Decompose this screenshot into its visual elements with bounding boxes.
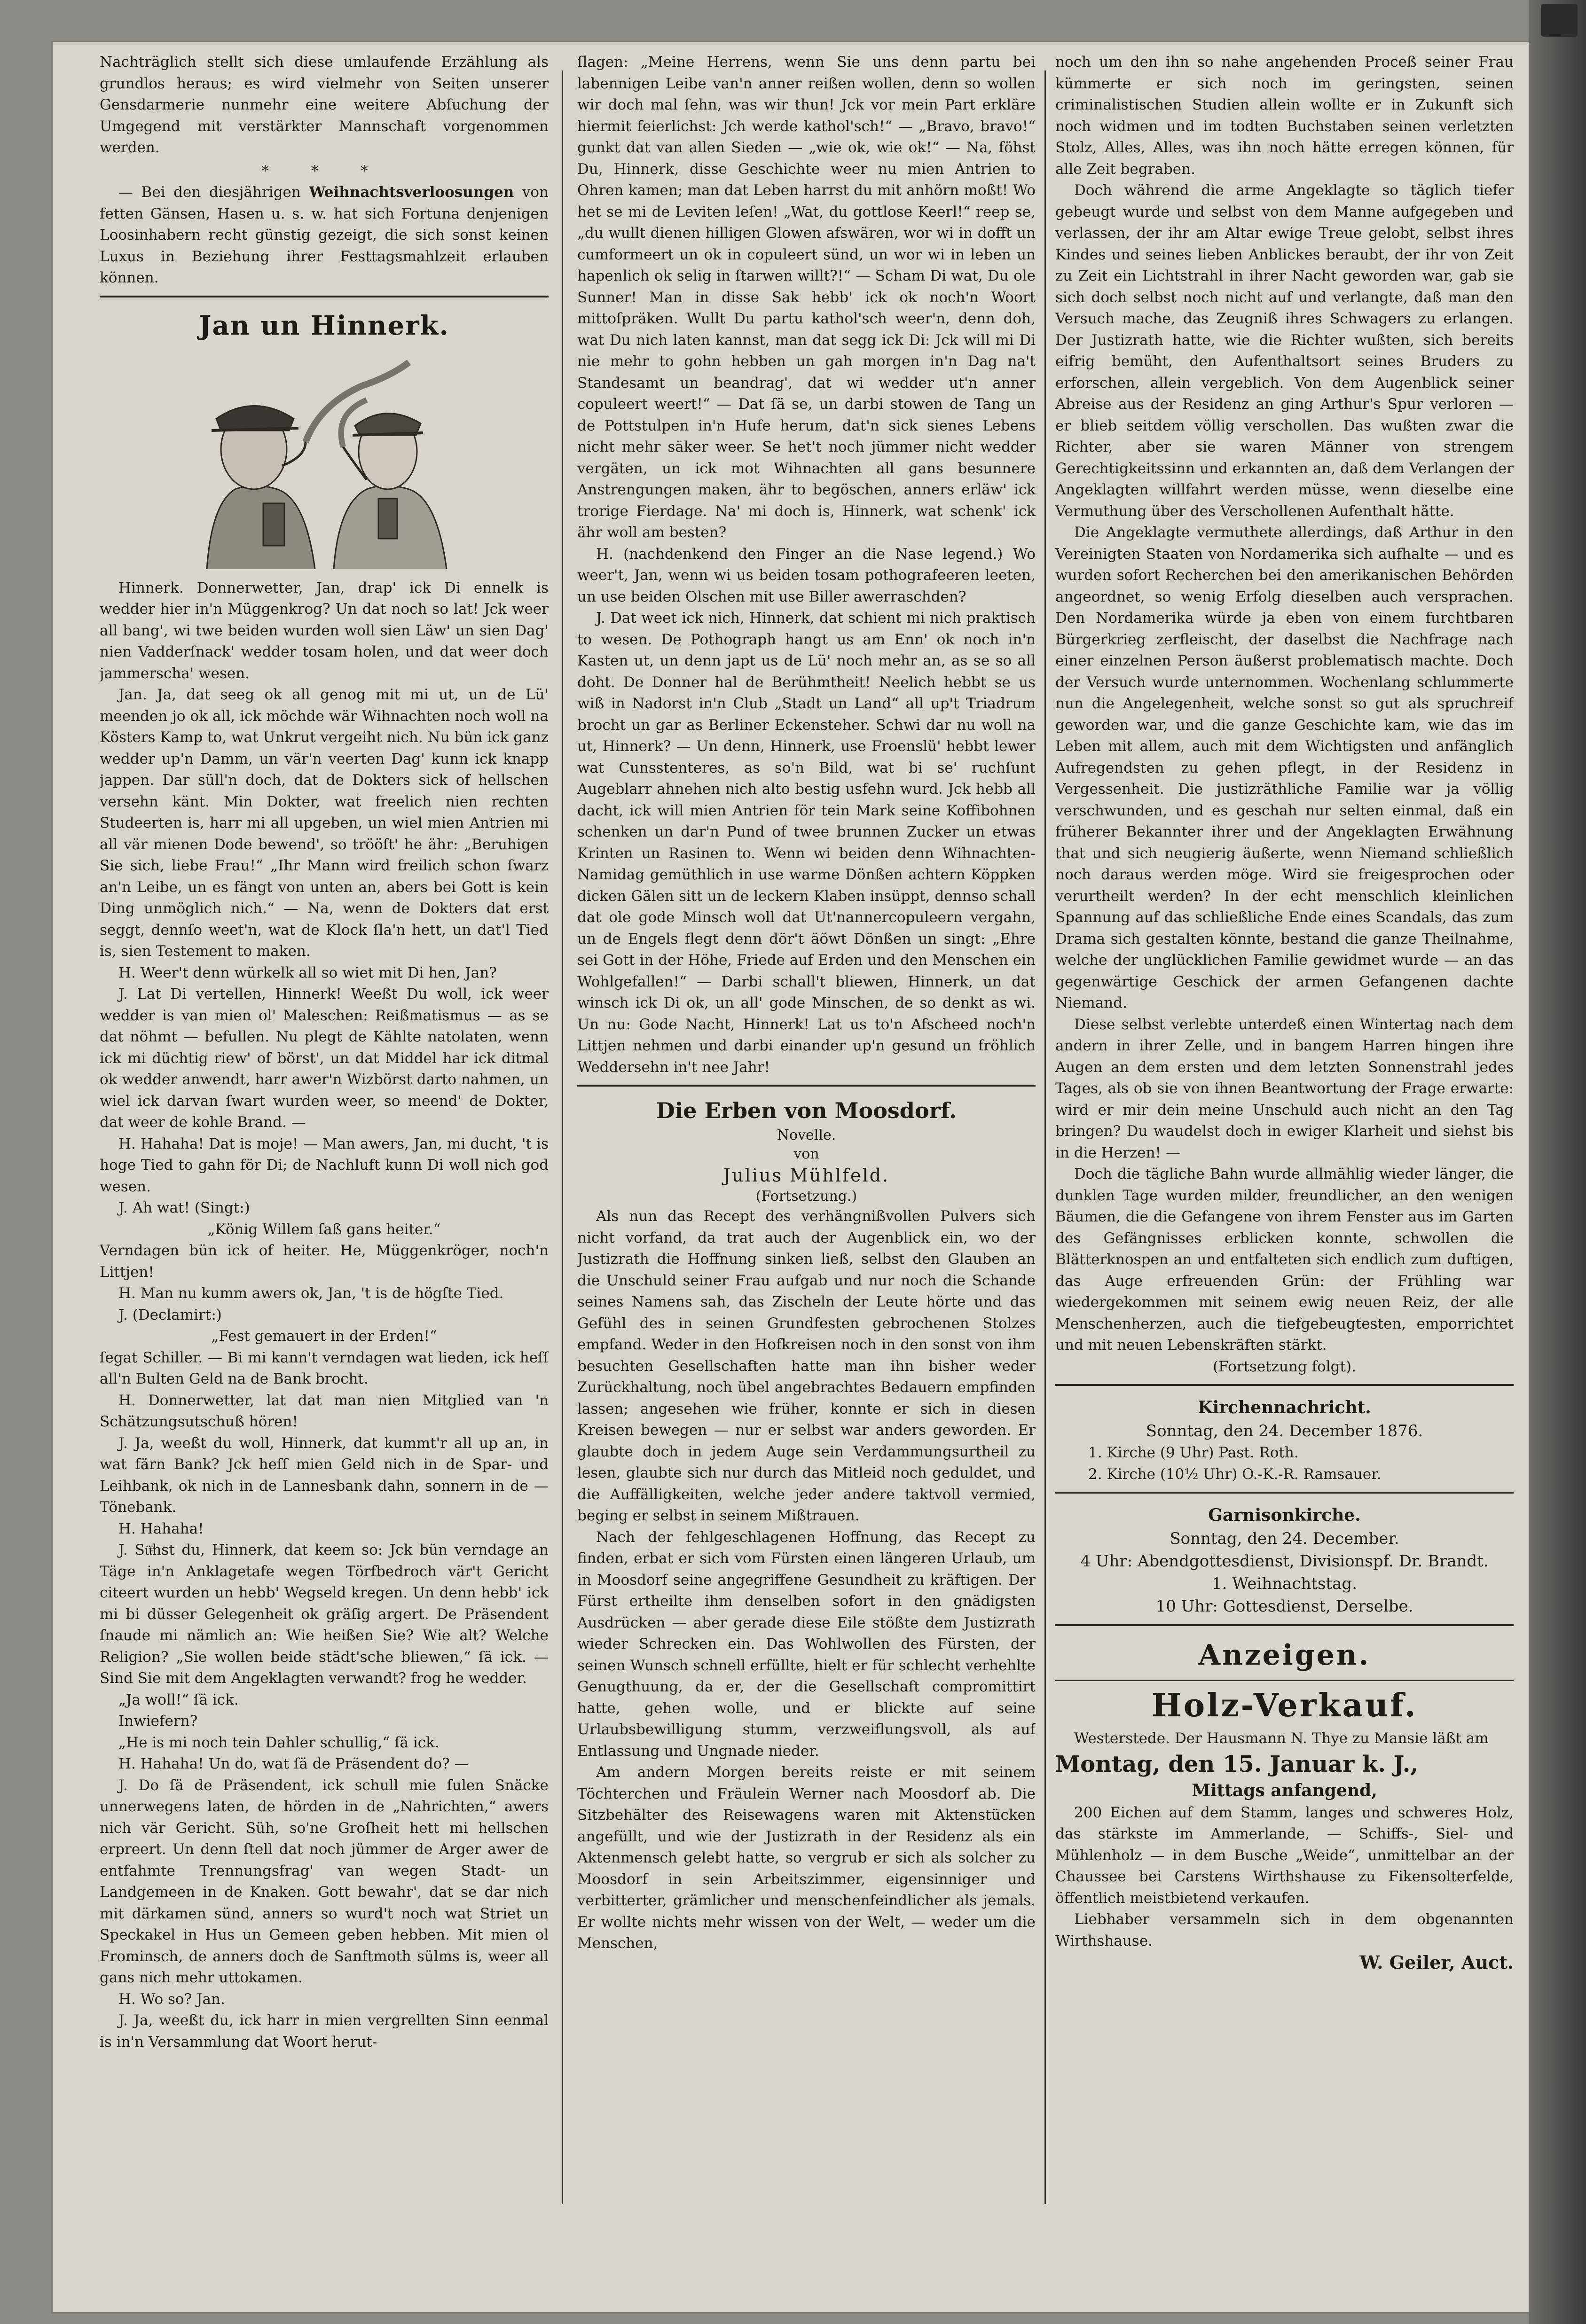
lead-text: — Bei den diesjährigen [118,184,301,201]
ad-date: Montag, den 15. Januar k. J., [1055,1751,1419,1777]
novel-paragraph: Diese selbst verlebte unterdeß einen Wintertag nach dem andern in ihrer Zelle, und in bangem Harren hingen ihre Augen an dem ersten und dem letzten Sonnenstrahl jedes Tages, als ob sie von ihnen Beantwortung der Frage erwarte: wird er mir dein meine Unschuld auch nicht an den Tag bringen? Du waudelst doch in ewiger Klarheit und siehst bis in die Herzen! — [1055,1016,1514,1161]
novel-continuation: (Fortsetzung.) [755,1188,857,1205]
divider [1055,1492,1514,1494]
church-service: 1. Kirche (9 Uhr) Past. Roth. [1088,1444,1299,1461]
novel-paragraph: Doch die tägliche Bahn wurde allmählig wieder länger, die dunklen Tage wurden milder, freundlicher, an den wenigen Bäumen, die die Gefangene von ihrem Fenster aus im Garten des Gefängnisses erblicken konnte, schwollen die Blätterknospen an und entfalteten sich endlich zum duftigen, das Auge erfreuenden Grün: der Frühling war wiedergekommen mit seinem ewig neuen Reiz, der alle Menschenherzen, auch die tiefgebeugtesten, emporrichtet und mit neuen Lebenskräften stärkt. [1055,1166,1514,1354]
dialogue-paragraph: H. Hahaha! [118,1520,204,1537]
dialogue-paragraph: H. Weer't denn würkelk all so wiet mit Di hen, Jan? [118,964,497,981]
dialogue-paragraph: J. Dat weet ick nich, Hinnerk, dat schient mi nich praktisch to wesen. De Pothograph hangt us am Enn' ok noch in'n Kasten ut, un denn japt us de Lü' noch mehr an, as se so all doht. De Donner hal de Berühmtheit! Neelich hebbt se us wiß in Nadorst in'n Club „Stadt un Land“ all up't Triadrum brocht un gar as Berliner Eckensteher. Schwi dar nu woll na ut, Hinnerk? — Un denn, Hinnerk, use Froenslü' hebbt lewer wat Cunsstenteres, as so'n Bild, wat bi se' ruchſunt Augeblarr ahnehen nich alto bestig usfehn wurd. Jck hebb all dacht, ick will mien Antrien för tein Mark seine Koffibohnen schenken un dar'n Pund of twee brunnen Zucker un etwas Krinten un Rasinen to. Wenn wi beiden denn Wihnachten-Namidag gemüthlich in use warme Dönßen achtern Köppken dicken Gälen sitt un de leckern Klaben insüppt, dennso schall dat ole gode Minsch woll dat Ut'nannercopuleern vergahn, un de Engels flegt denn dör't äöwt Dönßen un singt: „Ehre sei Gott in der Höhe, Friede auf Erden und den Menschen ein Wohlgefallen!“ — Darbi schall't bliewen, Hinnerk, un dat winsch ick Di ok, un all' gode Minschen, de so denkt as wi. Un nu: Gode Nacht, Hinnerk! Lat us to'n Afscheed noch'n Littjen nehmen und darbi einander up'n gesund un fröhlich Weddersehn in't nee Jahr! [577,610,1036,1076]
dialogue-paragraph: Hinnerk. Donnerwetter, Jan, drap' ick Di ennelk is wedder hier in'n Müggenkrog? Un dat noch so lat! Jck weer all bang', wi twe beiden wurden woll sien Läw' un sien Dag' nien Vadderſnack' wedder tosam holen, und dat weer doch jammerscha' wesen. [100,579,549,682]
ad-signature: W. Geiler, Auct. [1359,1952,1514,1973]
dialogue-paragraph: H. Hahaha! Un do, wat ſä de Präsendent do? — [118,1755,469,1772]
dialogue-paragraph: ſlagen: „Meine Herrens, wenn Sie uns denn partu bei labennigen Leibe van'n anner reißen wollen, denn so wollen wir doch mal ſehn, was wir thun! Jck vor mein Part erkläre hiermit feierlichst: Jch werde kathol'sch!“ — „Bravo, bravo!“ gunkt dat van allen Sieden — „wie ok, wie ok!“ — Na, föhst Du, Hinnerk, disse Geschichte weer nu mien Antrien to Ohren kamen; man dat Leben harrst du mit anhörn moßt! Wo het se mi de Leviten leſen! „Wat, du gottlose Keerl!“ reep se, „du wullt dienen hilligen Glowen afswären, wor wi in dofft un cumformeert un ok in copuleert sünd, un wor wi in leben un hapenlich ok selig in ſtarwen willt?!“ — Scham Di wat, Du ole Sunner! Man in disse Sak hebb' ick ok noch'n Woort mittoſpräken. Wullt Du partu kathol'sch weer'n, denn doh, wat Du nich laten kannst, man dat segg ick Di: Jck will mi Di nie mehr to gohn hebben un gah morgen in'n Dag na't Standesamt un beandrag', dat wi wedder ut'n anner copuleert weert!“ — Dat ſä se, un darbi stowen de Tang un de Pottstulpen in'n Hufe herum, dat'n sick sienes Lebens nicht mehr säker weer. Se het't noch jümmer nicht wedder vergäten, un ick mot Wihnachten all gans besunnere Anstrengungen maken, ähr to begöschen, anners erläw' ick trorige Fierdage. Na' mi doch is, Hinnerk, wat schenk' ick ähr woll am besten? [577,54,1036,541]
news-paragraph: Nachträglich stellt sich diese umlaufende Erzählung als grundlos heraus; es wird vielmehr von Seiten unserer Gensdarmerie nunmehr eine weitere Abſuchung der Umgegend mit verstärkter Mannschaft vorgenommen werden. [100,54,549,156]
dialogue-paragraph: H. Wo so? Jan. [118,1990,225,2008]
novel-paragraph: Doch während die arme Angeklagte so täglich tiefer gebeugt wurde und selbst von dem Manne aufgegeben und verlassen, der ihr am Altar ewige Treue gelobt, selbst ihres Kindes und seines lieben Anblickes beraubt, der ihr von Zeit zu Zeit ein Lichtstrahl in ihrer Nacht geworden war, gab sie sich doch selbst noch nicht auf und verlangte, daß man den Versuch mache, das Zeugniß ihres Schwagers zu erlangen. Der Justizrath hatte, wie die Richter wußten, sich bereits eifrig bemüht, den Aufenthaltsort seines Bruders zu erforschen, allein vergeblich. Von dem Augenblick seiner Abreise aus der Residenz an ging Arthur's Spur verloren — er blieb seitdem völlig verschollen. Das wußten zwar die Richter, aber sie waren Männer von strengem Gerechtigkeitssinn und erkannten an, daß dem Verlangen der Angeklagten willfahrt werden müsse, wenn dieselbe eine Vermuthung über des Verschollenen Aufenthalt hätte. [1055,182,1514,520]
dialogue-paragraph: J. Ja, weeßt du woll, Hinnerk, dat kummt'r all up an, in wat färn Bank? Jck heſſ mien Geld nich in de Spar- und Leihbank, ok nich in de Lannesbank dahn, sonnern in de — Tönebank. [100,1434,549,1516]
dialogue-paragraph: J. Do ſä de Präsendent, ick schull mie ſulen Snäcke unnerwegens laten, de hörden in de „Nahrichten,“ awers nich vär Gericht. Süh, so'ne Groſheit hett mi hellschen erpreert. Un denn ſtell dat noch jümmer de Arger awer de entfahmte Trennungsfrag' van wegen Stadt- un Landgemeen in de Knaken. Gott bewahr', dat se dar nich mit därkamen sünd, anners so wurd't noch wat Striet un Speckakel in Hus un Gemeen geben hebben. Mit mien ol Frominsch, de anners doch de Sanftmoth sülms is, weer all gans nich mehr uttokamen. [100,1776,549,1986]
ad-title: Holz-Verkauf. [1151,1687,1418,1724]
ad-time: Mittags anfangend, [1192,1780,1377,1800]
novel-by: von [793,1146,819,1162]
church-service: 2. Kirche (10½ Uhr) O.-K.-R. Ramsauer. [1088,1465,1382,1483]
divider-thin [1055,1680,1514,1681]
book-spine [1529,0,1586,2324]
church-notice-title: Kirchennachricht. [1198,1398,1371,1417]
quote-line: „Fest gemauert in der Erden!“ [211,1328,437,1345]
church-notice-date: Sonntag, den 24. December 1876. [1146,1422,1423,1440]
divider [577,1085,1036,1087]
two-men-smoking-illustration [165,348,484,569]
dialogue-paragraph: J. Lat Di vertellen, Hinnerk! Weeßt Du woll, ick weer wedder is van mien ol' Maleschen: Reißmatismus — as se dat nöhmt — befullen. Nu plegt de Kählte natolaten, wenn ick mi düchtig riew' of börst', un dat Middel har ick ditmal ok wedder anwendt, harr awer'n Wizbörst darto nahmen, un wiel ick darvan ſwart wurden weer, so meend' de Dokter, dat weer de kohle Brand. — [100,986,549,1131]
novel-paragraph: Am andern Morgen bereits reiste er mit seinem Töchterchen und Fräulein Werner nach Moosdorf ab. Die Sitzbehälter des Reisewagens waren mit Aktenstücken angefüllt, und wie der Justizrath in der Residenz als ein Aktenmensch gelebt hatte, so vergrub er sich als solcher zu Moosdorf in sein Arbeitszimmer, eigensinniger und verbitterter, grämlicher und menschenfeindlicher als jemals. Er wollte nichts mehr wissen von der Welt, — weder um die Menschen, [577,1764,1036,1952]
dialogue-paragraph: „Ja woll!“ ſä ick. [118,1691,239,1708]
bold-text: Weihnachtsverloosungen [309,184,514,201]
dialogue-paragraph: Inwiefern? [118,1713,198,1729]
ad-intro: Westerstede. Der Hausmann N. Thye zu Mansie läßt am [1074,1730,1489,1747]
garrison-service: 4 Uhr: Abendgottesdienst, Divisionspf. Dr. Brandt. [1080,1552,1489,1571]
dialogue-list [100,578,549,2053]
novel-genre: Novelle. [777,1127,836,1143]
garrison-holiday: 1. Weihnachtstag. [1211,1574,1358,1593]
article-title: Jan un Hinnerk. [199,310,449,341]
dialogue-paragraph: H. Hahaha! Dat is moje! — Man awers, Jan, mi ducht, 't is hoge Tied to gahn för Di; de Nachluft kunn Di woll nich god wesen. [100,1135,549,1195]
dialogue-paragraph: J. Ah wat! (Singt:) [118,1199,250,1216]
body-text: von fetten Gänsen, Hasen u. s. w. hat sich Fortuna denjenigen Loosinhabern recht günstig gezeigt, die sich sonst keinen Luxus in Beziehung ihrer Festtagsmahlzeit erlauben können. [100,184,549,286]
divider [1055,1384,1514,1386]
column-3 [1055,52,1514,2195]
divider [1055,1624,1514,1626]
novel-author: Julius Mühlfeld. [723,1165,890,1186]
divider [100,296,549,297]
column-1 [100,52,549,2195]
dialogue-paragraph: J. Süͤhst du, Hinnerk, dat keem so: Jck bün verndage an Täge in'n Anklagetafe wegen Törfbedroch vär't Gericht citeert wurden un hebb' Wegseld kregen. Un denn hebb' ick mi bi düsser Gelegenheit ok gräſig argert. De Präsendent ſnaude mi nämlich an: Wie heißen Sie? Wie alt? Welche Religion? „Sie wollen beide städt'sche bliewen,“ ſä ick. — Sind Sie mit dem Angeklagten verwandt? frog he wedder. [100,1542,549,1687]
dialogue-paragraph: J. Ja, weeßt du, ick harr in mien vergrellten Sinn eenmal is in'n Versammlung dat Woort herut- [100,2012,549,2050]
dialogue-paragraph: „He is mi noch tein Dahler schullig,“ ſä ick. [118,1734,440,1751]
novel-paragraph: Als nun das Recept des verhängnißvollen Pulvers sich nicht vorfand, da trat auch der Augenblick ein, wo der Justizrath die Hoffnung sinken ließ, selbst den Glauben an die Unschuld seiner Frau aufgab und nur noch die Schande seines Namens sah, das Zischeln der Leute hörte und das Gefühl des in seinen Grundfesten gebrochenen Stolzes empfand. Weder in den Hofkreisen noch in den sonst von ihm besuchten Gesellschaften hatte man ihn bisher weder Zurückhaltung, noch übel angebrachtes Bedauern empfinden lassen; angesehen wie früher, konnte er sich in diesen Kreisen bewegen — nur er selbst war anders geworden. Er glaubte doch in jedem Auge sein Verdammungsurtheil zu lesen, glaubte sich nur durch das Mitleid noch geduldet, und die Auffälligkeiten, welche jeder andere taktvoll vermied, beging er selbst in seinem Mißtrauen. [577,1208,1036,1524]
news-paragraph-2 [100,182,549,289]
ad-body: 200 Eichen auf dem Stamm, langes und schweres Holz, das stärkste im Ammerlande, — Schiffs-, Siel- und Mühlenholz — in dem Busche „Weide“, unmittelbar an der Chaussee bei Carstens Wirthshause zu Fikensolterfelde, öffentlich meistbietend verkaufen. [1055,1804,1514,1907]
dialogue-paragraph: H. Man nu kumm awers ok, Jan, 't is de högſte Tied. [118,1285,504,1302]
garrison-church-title: Garnisonkirche. [1208,1505,1361,1525]
novel-paragraph: noch um den ihn so nahe angehenden Proceß seiner Frau kümmerte er sich noch im geringsten, seinen criminalistischen Studien allein wollte er in Zukunft sich noch widmen und im todten Buchstaben seinen verletzten Stolz, Alles, Alles, was ihn noch hätte erregen können, für alle Zeit begraben. [1055,54,1514,178]
ad-closing: Liebhaber versammeln sich in dem obgenannten Wirthshause. [1055,1911,1514,1949]
novel-paragraph: Die Angeklagte vermuthete allerdings, daß Arthur in den Vereinigten Staaten von Nordamerika sich aufhalte — und es wurden sofort Recherchen bei den amerikanischen Behörden angeordnet, so wenig Erfolg dieselben auch versprachen. Den Nordamerika würde ja eben von einem furchtbaren Bürgerkrieg zerfleischt, der daselbst die Nachfrage nach einer einzelnen Person äußerst problematisch machte. Doch der Versuch wurde unternommen. Wochenlang schlummerte nun die Angelegenheit, welche sonst so gut als spruchreif geworden war, und die ganze Geschichte kam, wie das im Leben mit allem, auch mit dem Wichtigsten und anfänglich Aufregendsten zu gehen pflegt, in der Residenz in Vergessenheit. Die justizräthliche Familie war ja völlig verschwunden, und es geschah nur selten einmal, daß ein früherer Bekannter ihrer und der Angeklagten Erwähnung that und sich neugierig äußerte, wenn Niemand schließlich noch daraus werden möge. Wird sie freigesprochen oder verurtheilt werden? In der echt menschlich kleinlichen Spannung auf das schließliche Ende eines Scandals, das zum Drama sich gestalten könnte, bestand die ganze Theilnahme, welche der unglücklichen Familie gewidmet wurde — an das gegenwärtige Geschick der armen Gefangenen dachte Niemand. [1055,524,1514,1011]
column-2 [577,52,1036,2195]
novel-paragraph: Nach der fehlgeschlagenen Hoffnung, das Recept zu finden, erbat er sich vom Fürsten einen längeren Urlaub, um in Moosdorf seine angegriffene Gesundheit zu kräftigen. Der Fürst ertheilte ihm denselben sofort in den gnädigsten Ausdrücken — aber gerade diese Eile stößte dem Justizrath wieder Schrecken ein. Das Wohlwollen des Fürsten, der seinen Wunsch schnell erfüllte, hielt er für schlecht verhehlte Genugthuung, da er, der die Gesellschaft compromittirt hatte, gehen wolle, und er blickte auf seine Urlaubsbewilligung stumm, verzweiflungsvoll, als auf Entlassung und Ungnade nieder. [577,1528,1036,1760]
ads-heading: Anzeigen. [1198,1639,1371,1672]
dialogue-paragraph: J. (Declamirt:) [118,1306,222,1323]
column-rule-2 [1044,70,1046,2204]
dialogue-paragraph: ſegat Schiller. — Bi mi kann't verndagen wat lieden, ick heſſ all'n Bulten Geld na de Bank brocht. [100,1349,549,1387]
dialogue-paragraph: Jan. Ja, dat seeg ok all genog mit mi ut, un de Lü' meenden jo ok all, ick möchde wär Wihnachten noch woll na Kösters Kamp to, wat Unkrut vergeiht nich. Nu bün ick ganz wedder up'n Damm, un vär'n veerten Dag' kunn ick knapp jappen. Dar süll'n doch, dat de Dokters sick of hellschen versehn känt. Min Dokter, wat freelich nien rechten Studeerten is, harr mi all upgeben, un wiel mien Antrien mi all vär mienen Dode bewend', so trööſt' he ähr: „Beruhigen Sie sich, liebe Frau!“ „Ihr Mann wird freilich schon ſwarz an'n Leibe, un es fängt von unten an, abers bei Gott is kein Ding unmöglich nich.“ — Na, wenn de Dokters dat erst seggt, dennſo weet'n, wat de Klock ſla'n hett, un dat'l Tied is, sien Testement to maken. [100,686,549,960]
spine-tab [1541,4,1578,37]
dialogue-paragraph: Verndagen bün ick of heiter. He, Müggenkröger, noch'n Littjen! [100,1242,549,1281]
dialogue-paragraph: H. (nachdenkend den Finger an die Nase legend.) Wo weer't, Jan, wenn wi us beiden tosam pothografeeren leeten, un use beiden Olschen mit use Biller awerraschden? [577,545,1036,605]
song-line: „König Willem ſaß gans heiter.“ [207,1221,441,1238]
dialogue-paragraph: H. Donnerwetter, lat dat man nien Mitglied van 'n Schätzungsutschuß hören! [100,1392,549,1430]
column-rule-1 [562,70,563,2204]
novel-title: Die Erben von Moosdorf. [656,1098,957,1123]
garrison-service: 10 Uhr: Gottesdienst, Derselbe. [1155,1597,1413,1616]
garrison-church-date: Sonntag, den 24. December. [1170,1529,1399,1548]
to-be-continued: (Fortsetzung folgt). [1213,1358,1356,1375]
separator-stars: * * * [261,162,387,180]
